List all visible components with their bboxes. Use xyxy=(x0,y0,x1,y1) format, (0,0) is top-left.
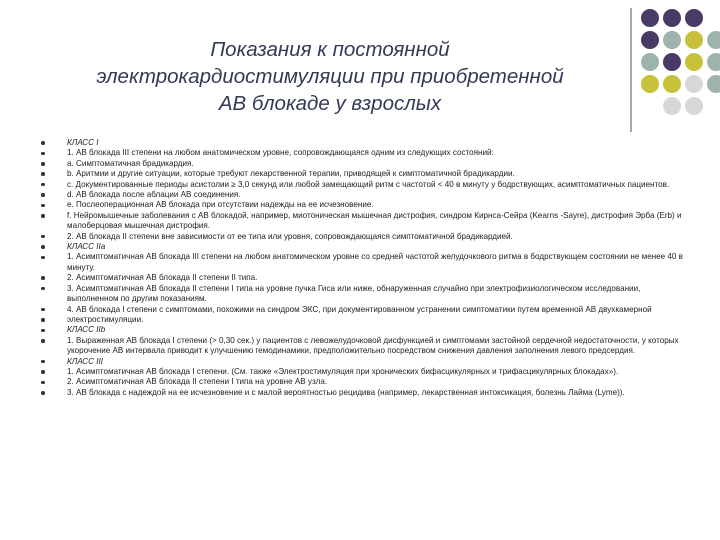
list-item xyxy=(41,211,691,232)
title-line-2: электрокардиостимуляции при приобретенной xyxy=(96,65,564,88)
list-item-text: 1. Выраженная АВ блокада I степени (> 0,30 сек.) у пациентов с левожелудочковой дисфункцией и симптомами застойной сердечной недостаточности, у которых укорочение АВ интервала приводит к улучшению гемодинамики, предположительно посредством снижения давления заполнения левого предсердия. xyxy=(67,335,679,356)
list-item-text: 3. Асимптоматичная АВ блокада II степени I типа на уровне пучка Гиса или ниже, обнаруженная случайно при электрофизиологическом исследовании, выполненном по другим показаниям. xyxy=(67,283,641,304)
list-item-text: c. Документированные периоды асистолии ≥ 3,0 секунд или любой замещающий ритм с частотой < 40 в минуту у бодрствующих, асимптоматичных пациентов. xyxy=(67,179,670,189)
decor-dot xyxy=(685,75,703,93)
bullet-icon xyxy=(41,391,45,395)
list-item-text: 3. АВ блокада с надеждой на ее исчезновение и с малой вероятностью рецидива (например, лекарственная интоксикация, болезнь Лайма (Lyme)). xyxy=(67,387,625,397)
list-item-text: b. Аритмии и другие ситуации, которые требуют лекарственной терапии, приводящей к симптоматичной брадикардии. xyxy=(67,169,515,179)
decorative-divider-line xyxy=(630,8,632,132)
bullet-icon xyxy=(41,235,45,239)
decor-dot xyxy=(641,75,659,93)
list-item-text: 2. Асимптоматичная АВ блокада II степени II типа. xyxy=(67,273,258,283)
list-item xyxy=(41,190,691,200)
bullet-icon xyxy=(41,214,45,218)
list-item xyxy=(41,200,691,210)
bullet-icon xyxy=(41,370,45,374)
bullet-icon xyxy=(41,204,45,208)
list-item xyxy=(41,159,691,169)
bullet-icon xyxy=(41,141,45,145)
bullet-icon xyxy=(41,329,45,333)
bullet-icon xyxy=(41,193,45,197)
decor-dot xyxy=(685,31,703,49)
decor-dot xyxy=(663,97,681,115)
list-item-text: 4. АВ блокада I степени с симптомами, похожими на синдром ЭКС, при документированном устранении симптоматики путем временной АВ двухкамерной xyxy=(67,304,652,314)
decor-dot xyxy=(663,53,681,71)
list-item-text: a. Симптоматичная брадикардия. xyxy=(67,158,194,168)
list-item xyxy=(41,305,691,315)
decor-dot xyxy=(685,9,703,27)
list-item xyxy=(41,284,691,305)
decor-dot xyxy=(663,75,681,93)
bullet-icon xyxy=(41,162,45,166)
bullet-icon xyxy=(41,172,45,176)
list-item-text: 1. АВ блокада III степени на любом анатомическом уровне, сопровождающаяся одним из следующих состояний: xyxy=(67,148,494,158)
list-item xyxy=(41,377,691,387)
list-item-text: f. Нейромышечные заболевания с АВ блокадой, например, миотоническая мышечная дистрофия, синдром Кирнса-Сейра (Kearns -Sayre), дистрофия Эрба (Erb) и малоберцовая мышечная дистрофия. xyxy=(67,210,682,231)
title-line-3: АВ блокаде у взрослых xyxy=(218,92,442,115)
list-item xyxy=(41,315,691,325)
list-item xyxy=(41,325,691,335)
list-item xyxy=(41,180,691,190)
bullet-icon xyxy=(41,183,45,187)
list-item-text: 1. Асимптоматичная АВ блокада III степени на любом анатомическом уровне со средней частотой желудочкового ритма в бодрствующем состоянии не менее 40 в минуту. xyxy=(67,252,683,272)
list-item xyxy=(41,232,691,242)
bullet-icon xyxy=(41,276,45,280)
bullet-icon xyxy=(41,318,45,322)
bullet-icon xyxy=(41,381,45,385)
list-item-text: 2. Асимптоматичная АВ блокада II степени I типа на уровне АВ узла. xyxy=(67,377,328,387)
bullet-icon xyxy=(41,308,45,312)
list-item xyxy=(41,336,691,357)
decor-dot xyxy=(685,97,703,115)
bullet-icon xyxy=(41,287,45,291)
decor-dot xyxy=(641,9,659,27)
list-item xyxy=(41,273,691,283)
list-item xyxy=(41,148,691,158)
decor-dot xyxy=(641,53,659,71)
slide-title xyxy=(30,36,630,117)
bullet-icon xyxy=(41,245,45,249)
list-item xyxy=(41,169,691,179)
title-line-1: Показания к постоянной xyxy=(210,38,450,61)
list-item xyxy=(41,357,691,367)
list-item xyxy=(41,367,691,377)
list-item-text: 2. АВ блокада II степени вне зависимости от ее типа или уровня, сопровождающаяся симптоматичной брадикардией. xyxy=(67,231,513,241)
list-item-text: электростимуляции. xyxy=(67,314,144,324)
list-item xyxy=(41,252,691,273)
list-item-text: e. Послеоперационная АВ блокада при отсутствии надежды на ее исчезновение. xyxy=(67,200,374,210)
list-item xyxy=(41,138,691,148)
bullet-icon xyxy=(41,339,45,343)
decorative-dot-grid xyxy=(641,9,720,119)
list-item-text: d. АВ блокада после аблации АВ соединения. xyxy=(67,190,241,200)
decor-dot xyxy=(685,53,703,71)
decor-dot xyxy=(707,53,720,71)
bullet-icon xyxy=(41,360,45,364)
decor-dot xyxy=(641,31,659,49)
list-item-text: КЛАСС IIb xyxy=(67,325,106,335)
list-item-text: КЛАСС III xyxy=(67,356,103,366)
decor-dot xyxy=(663,9,681,27)
list-item-text: КЛАСС IIa xyxy=(67,242,106,252)
list-item xyxy=(41,242,691,252)
bullet-icon xyxy=(41,256,45,260)
bullet-icon xyxy=(41,152,45,156)
decor-dot xyxy=(707,75,720,93)
indications-list xyxy=(41,138,691,398)
list-item xyxy=(41,388,691,398)
decor-dot xyxy=(663,31,681,49)
list-item-text: 1. Асимптоматичная АВ блокада I степени. (См. также «Электростимуляция при хронических бифасцикулярных и трифасцикулярных блокадах»). xyxy=(67,366,619,376)
decor-dot xyxy=(707,31,720,49)
list-item-text: КЛАСС I xyxy=(67,138,99,147)
